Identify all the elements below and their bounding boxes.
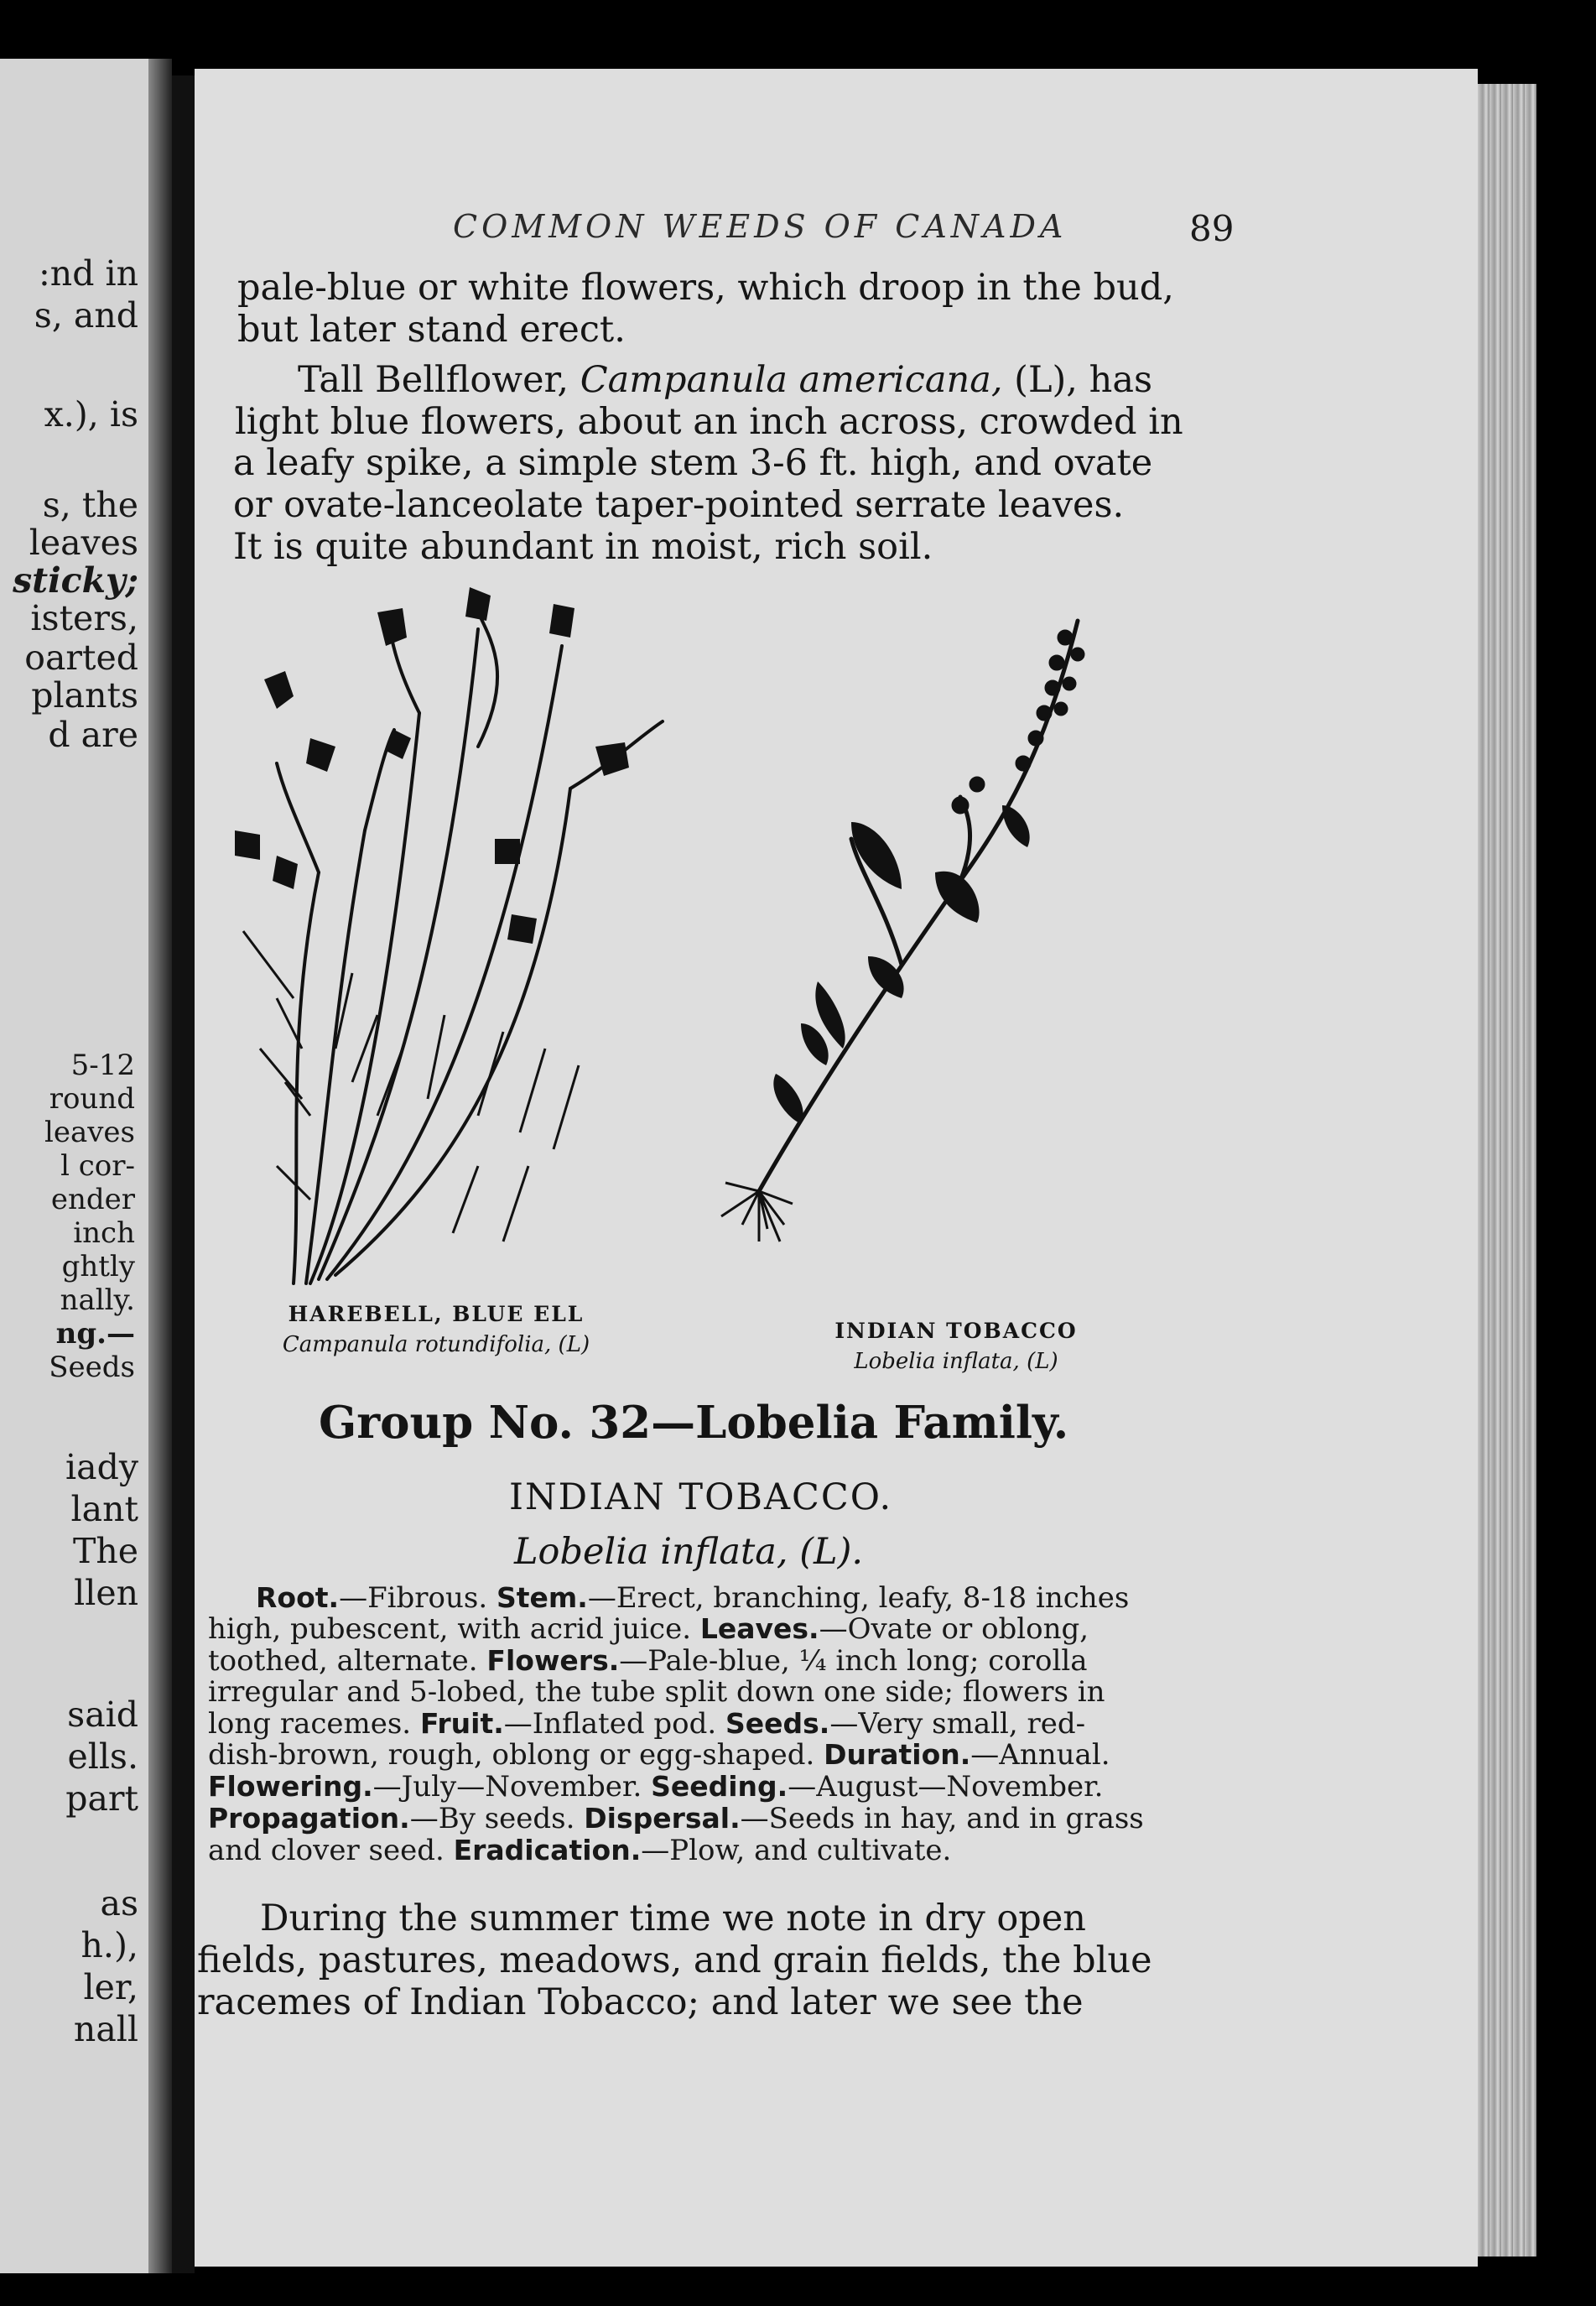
left-text-line: leaves [44, 1116, 135, 1149]
left-text-line: lant [70, 1489, 138, 1529]
body-line: pale-blue or white flowers, which droop in the bud, [237, 267, 1174, 309]
indian-tobacco-scientific-caption: Lobelia inflata, (L) [854, 1349, 1058, 1374]
left-text-line: round [49, 1082, 135, 1116]
left-text-line: llen [74, 1573, 138, 1613]
field-text: irregular and 5-lobed, the tube split down one side; flowers in [208, 1675, 1105, 1709]
left-text-line: :nd in [38, 253, 138, 294]
field-text: high, pubescent, with acrid juice. [208, 1612, 700, 1646]
closing-line: During the summer time we note in dry open [260, 1897, 1086, 1939]
text-run: Tall Bellflower, [298, 359, 580, 401]
field-text: —Fibrous. [339, 1581, 496, 1615]
left-text-line: Seeds [49, 1351, 135, 1384]
field-label: Flowering. [208, 1770, 373, 1803]
description-line [208, 1770, 1103, 1804]
harebell-caption: HAREBELL, BLUE ELL [288, 1302, 585, 1326]
left-text-line: part [65, 1778, 138, 1819]
left-text-line: leaves [29, 523, 138, 563]
left-page-fragment [0, 59, 172, 2273]
field-text: —Seeds in hay, and in grass [740, 1802, 1144, 1835]
left-text-line: 5-12 [70, 1049, 135, 1082]
indian-tobacco-illustration [684, 604, 1203, 1275]
field-text: —Very small, red- [829, 1707, 1086, 1741]
field-text: —August—November. [788, 1770, 1104, 1804]
field-text: —July—November. [372, 1770, 652, 1804]
field-label: Flowers. [486, 1644, 620, 1677]
harebell-illustration [226, 579, 696, 1292]
left-text-line: oarted [24, 638, 138, 678]
field-text: —Erect, branching, leafy, 8-18 inches [587, 1581, 1130, 1615]
book-spine [172, 75, 195, 2273]
left-text-line: isters, [30, 598, 138, 638]
left-text-line: as [100, 1883, 138, 1923]
plant-scientific-name: Lobelia inflata, (L). [514, 1531, 864, 1573]
left-text-line: The [72, 1531, 138, 1571]
closing-line: fields, pastures, meadows, and grain fields, the blue [197, 1939, 1152, 1981]
field-label: Leaves. [699, 1612, 819, 1645]
left-text-line: nall [73, 2009, 138, 2049]
field-text: —By seeds. [409, 1802, 585, 1835]
field-text: toothed, alternate. [208, 1644, 487, 1678]
description-line [208, 1675, 1105, 1709]
left-text-line: x.), is [44, 394, 138, 435]
field-label: Duration. [824, 1738, 971, 1771]
left-text-line: ender [50, 1183, 135, 1216]
page-number: 89 [1189, 208, 1235, 249]
left-text-line: ells. [67, 1736, 138, 1777]
field-label: Propagation. [208, 1802, 410, 1835]
left-text-line: ler, [83, 1967, 138, 2007]
field-text: long racemes. [208, 1707, 420, 1741]
left-text-line: said [67, 1694, 138, 1735]
group-heading: Group No. 32—Lobelia Family. [319, 1397, 1069, 1449]
field-text: —Ovate or oblong, [819, 1612, 1089, 1646]
left-text-line: inch [73, 1216, 135, 1250]
description-line [208, 1707, 1085, 1741]
left-text-line: ghtly [61, 1250, 135, 1283]
field-text: —Plow, and cultivate. [641, 1834, 952, 1867]
field-text: dish-brown, rough, oblong or egg-shaped. [208, 1738, 824, 1772]
indian-tobacco-caption: INDIAN TOBACCO [834, 1319, 1078, 1343]
left-text-line: nally. [60, 1283, 135, 1317]
page-edge-stack [1478, 84, 1536, 2257]
left-text-line: s, the [42, 485, 138, 525]
left-text-line: d are [48, 715, 138, 755]
field-text: —Pale-blue, ¼ inch long; corolla [619, 1644, 1088, 1678]
field-label: Fruit. [419, 1707, 504, 1740]
scientific-name: Campanula americana, [580, 359, 1003, 401]
running-title: COMMON WEEDS OF CANADA [453, 208, 1068, 245]
description-line [208, 1612, 1089, 1646]
body-line: light blue flowers, about an inch across, crowded in [235, 401, 1183, 443]
body-line: or ovate-lanceolate taper-pointed serrate leaves. [233, 484, 1125, 526]
field-label: Stem. [496, 1581, 588, 1614]
left-text-line: h.), [81, 1925, 138, 1965]
field-label: Root. [256, 1581, 340, 1614]
text-run: (L), has [1002, 359, 1153, 401]
description-line [256, 1581, 1129, 1615]
description-line [208, 1644, 1087, 1678]
closing-line: racemes of Indian Tobacco; and later we see the [197, 1981, 1084, 2023]
field-text: —Inflated pod. [503, 1707, 726, 1741]
left-text-line: ng.— [55, 1317, 135, 1351]
left-text-line: sticky; [13, 560, 138, 601]
left-text-line: l cor- [60, 1149, 135, 1183]
field-text: —Annual. [970, 1738, 1110, 1772]
body-line: a leafy spike, a simple stem 3-6 ft. high, and ovate [233, 442, 1153, 484]
field-text: and clover seed. [208, 1834, 454, 1867]
description-line [208, 1802, 1144, 1835]
description-line [208, 1738, 1110, 1772]
body-line [298, 359, 1152, 401]
left-text-line: plants [31, 675, 138, 716]
left-gutter-shadow [148, 59, 172, 2273]
field-label: Dispersal. [584, 1802, 741, 1835]
plant-common-name: INDIAN TOBACCO. [509, 1476, 893, 1518]
field-label: Seeding. [651, 1770, 788, 1803]
body-line: but later stand erect. [237, 309, 626, 351]
left-text-line: iady [65, 1447, 138, 1487]
harebell-scientific-caption: Campanula rotundifolia, (L) [282, 1332, 590, 1357]
body-line: It is quite abundant in moist, rich soil. [233, 526, 933, 568]
field-label: Eradication. [453, 1834, 642, 1866]
description-line [208, 1834, 951, 1867]
left-text-line: s, and [34, 295, 138, 336]
field-label: Seeds. [725, 1707, 830, 1740]
